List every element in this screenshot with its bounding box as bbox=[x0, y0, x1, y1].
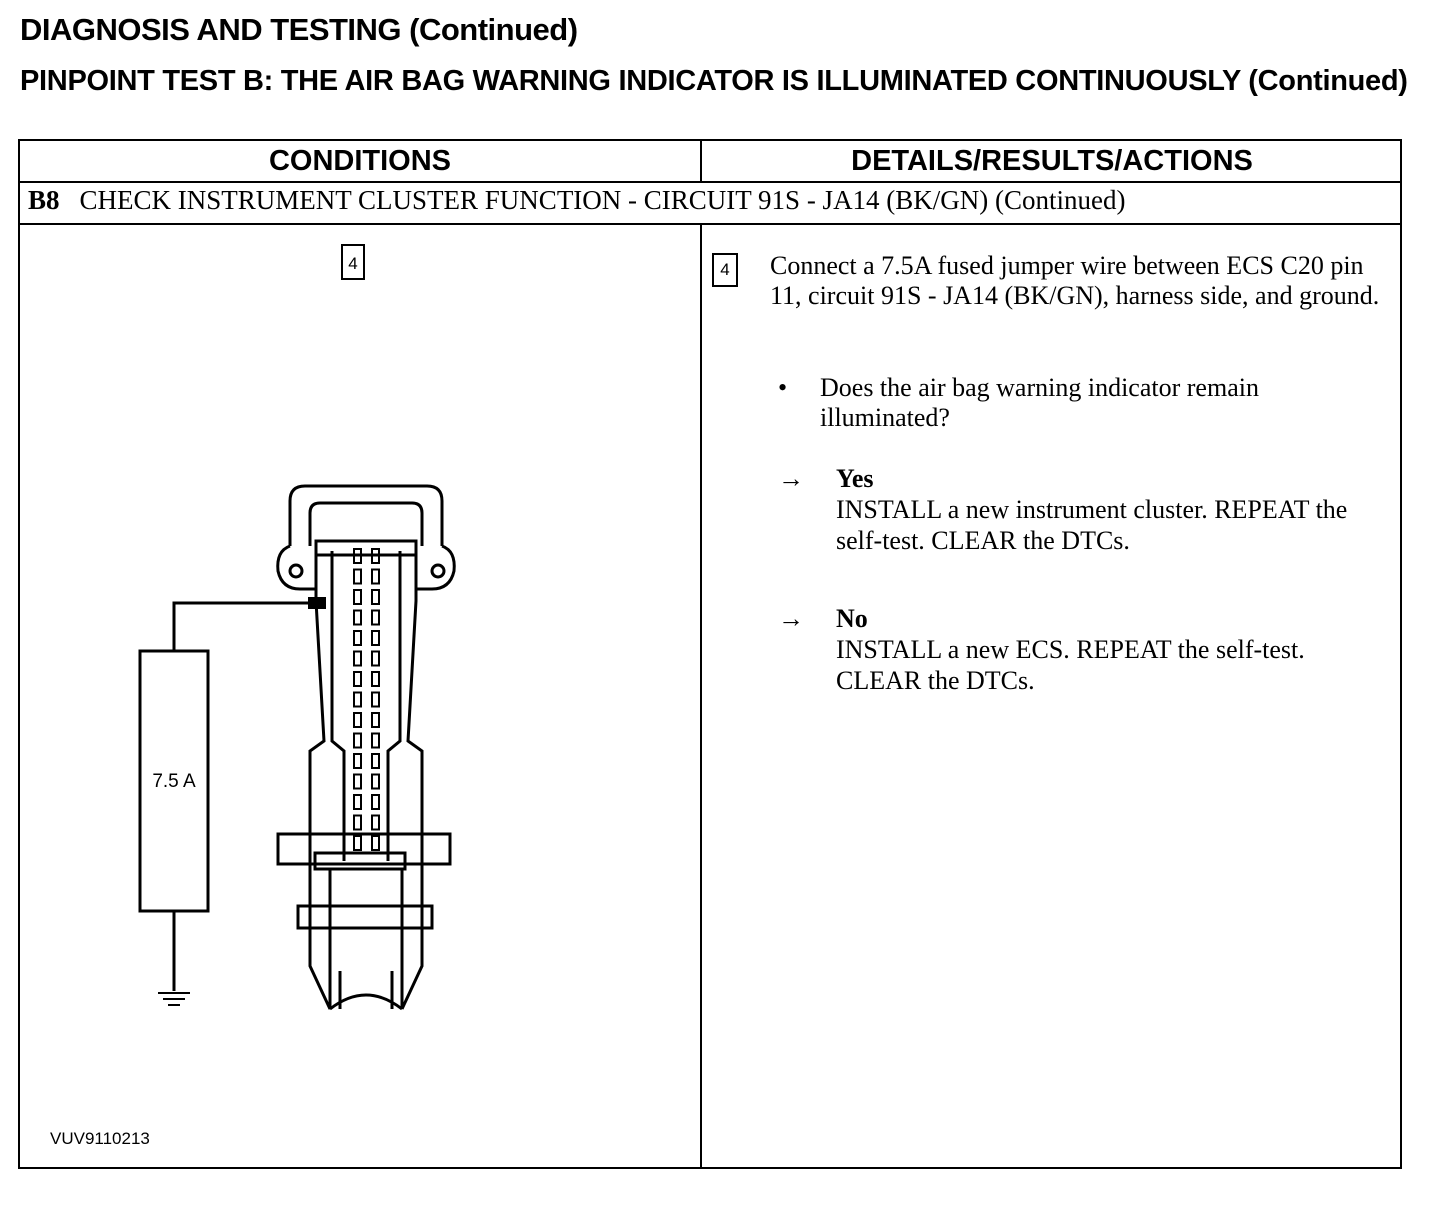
connector-pin bbox=[372, 631, 379, 645]
connector-pin bbox=[354, 652, 361, 666]
response-answer: Yes bbox=[836, 464, 874, 493]
connector-pin bbox=[372, 816, 379, 830]
column-divider bbox=[700, 223, 702, 1167]
connector-pin bbox=[354, 713, 361, 727]
connector-pin bbox=[372, 652, 379, 666]
fuse-label: 7.5 A bbox=[152, 771, 196, 792]
connector-pin bbox=[372, 570, 379, 584]
connector-pin bbox=[354, 795, 361, 809]
bullet-glyph: • bbox=[778, 373, 788, 402]
connector-pin bbox=[354, 611, 361, 625]
connector-pin bbox=[354, 816, 361, 830]
condition-step-number: 4 bbox=[348, 254, 358, 273]
response-yes bbox=[778, 463, 1398, 563]
connector-pin bbox=[372, 775, 379, 789]
connector-pin bbox=[372, 611, 379, 625]
details-step-box bbox=[712, 253, 738, 287]
connector-pin bbox=[372, 795, 379, 809]
connector-pin bbox=[372, 590, 379, 604]
connector-pin bbox=[372, 693, 379, 707]
connector-pin bbox=[372, 672, 379, 686]
connector-pin bbox=[372, 836, 379, 850]
connector-pin bbox=[354, 693, 361, 707]
column-header-conditions: CONDITIONS bbox=[268, 145, 452, 177]
connector-pin bbox=[354, 631, 361, 645]
page-title: DIAGNOSIS AND TESTING (Continued) bbox=[20, 12, 578, 47]
step-id: B8 bbox=[28, 185, 60, 215]
arrow-icon: → bbox=[778, 604, 804, 633]
instruction-text: Connect a 7.5A fused jumper wire between ECS C20 pin 11, circuit 91S - JA14 (BK/GN), harness side, and ground. bbox=[770, 251, 1380, 310]
connector-pin bbox=[354, 590, 361, 604]
response-no bbox=[778, 603, 1398, 703]
connector-pin bbox=[354, 836, 361, 850]
connector-pin bbox=[354, 754, 361, 768]
connector-pin bbox=[372, 713, 379, 727]
figure-id: VUV9110213 bbox=[50, 1129, 150, 1148]
step-title: CHECK INSTRUMENT CLUSTER FUNCTION - CIRCUIT 91S - JA14 (BK/GN) (Continued) bbox=[79, 185, 1126, 215]
connector-pin bbox=[372, 734, 379, 748]
connector-pin bbox=[354, 734, 361, 748]
connector-jumper-diagram bbox=[20, 141, 700, 1169]
connector-pin bbox=[354, 570, 361, 584]
connector-pin bbox=[354, 775, 361, 789]
details-instruction bbox=[770, 251, 1400, 311]
pinpoint-test-title: PINPOINT TEST B: THE AIR BAG WARNING INDICATOR IS ILLUMINATED CONTINUOUSLY (Continued) bbox=[20, 65, 1408, 97]
response-action: INSTALL a new instrument cluster. REPEAT the self-test. CLEAR the DTCs. bbox=[836, 495, 1348, 555]
connector-pin bbox=[354, 672, 361, 686]
question-text: Does the air bag warning indicator remain illuminated? bbox=[820, 373, 1259, 432]
pinpoint-test-table bbox=[18, 139, 1402, 1169]
column-header-details: DETAILS/RESULTS/ACTIONS bbox=[851, 145, 1253, 177]
response-action: INSTALL a new ECS. REPEAT the self-test. CLEAR the DTCs. bbox=[836, 635, 1305, 695]
connector-pin bbox=[372, 754, 379, 768]
details-step-number: 4 bbox=[720, 260, 730, 279]
arrow-icon: → bbox=[778, 464, 804, 493]
response-answer: No bbox=[836, 604, 868, 633]
